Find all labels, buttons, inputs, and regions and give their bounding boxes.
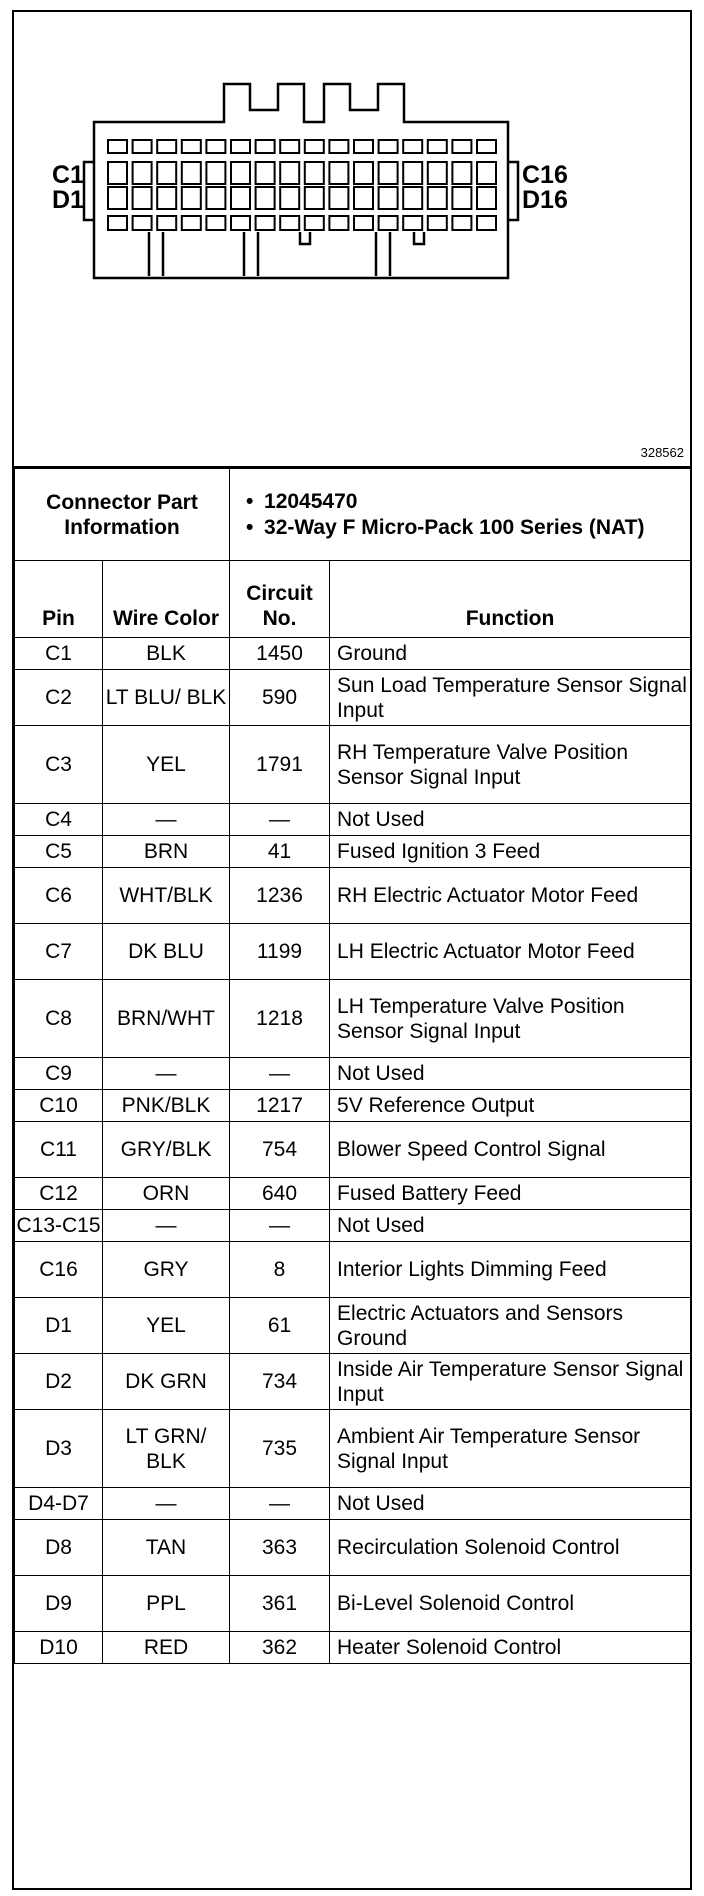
wire-color-cell: DK GRN [103,1354,230,1410]
table-row [15,1576,691,1632]
function-cell: Interior Lights Dimming Feed [330,1242,691,1298]
circuit-cell: 363 [230,1520,330,1576]
table-row [15,638,691,670]
wire-color-cell: GRY/BLK [103,1122,230,1178]
pin-cell: D9 [15,1576,103,1632]
wire-color-cell: BRN/WHT [103,980,230,1058]
circuit-cell: — [230,1488,330,1520]
figure-id: 328562 [640,445,684,460]
wire-color-cell: LT GRN/ BLK [103,1410,230,1488]
table-row [15,924,691,980]
column-function: Function [330,561,691,638]
wire-color-cell: — [103,1210,230,1242]
table-row [15,836,691,868]
function-cell: Not Used [330,1210,691,1242]
circuit-cell: 362 [230,1632,330,1664]
function-cell: Bi-Level Solenoid Control [330,1576,691,1632]
connector-series: • 32-Way F Micro-Pack 100 Series (NAT) [264,515,690,541]
table-row [15,1122,691,1178]
circuit-cell: — [230,1058,330,1090]
function-cell: Electric Actuators and Sensors Ground [330,1298,691,1354]
pin-cell: C9 [15,1058,103,1090]
function-cell: Blower Speed Control Signal [330,1122,691,1178]
table-row [15,980,691,1058]
circuit-cell: 1199 [230,924,330,980]
circuit-cell: 361 [230,1576,330,1632]
pin-cell: C12 [15,1178,103,1210]
circuit-cell: 734 [230,1354,330,1410]
pin-cell: D3 [15,1410,103,1488]
function-cell: LH Temperature Valve Position Sensor Signal Input [330,980,691,1058]
table-row [15,1410,691,1488]
circuit-cell: 1217 [230,1090,330,1122]
wire-color-cell: — [103,804,230,836]
function-cell: LH Electric Actuator Motor Feed [330,924,691,980]
pin-cell: C5 [15,836,103,868]
wire-color-cell: PNK/BLK [103,1090,230,1122]
pin-cell: C2 [15,670,103,726]
label-d1: D1 [52,186,84,214]
wire-color-cell: — [103,1488,230,1520]
table-row [15,804,691,836]
table-row [15,1354,691,1410]
wire-color-cell: LT BLU/ BLK [103,670,230,726]
pin-cell: C16 [15,1242,103,1298]
circuit-cell: 1450 [230,638,330,670]
wire-color-cell: GRY [103,1242,230,1298]
connector-drawing [14,12,690,468]
wire-color-cell: YEL [103,1298,230,1354]
pin-cell: C6 [15,868,103,924]
pin-cell: C11 [15,1122,103,1178]
circuit-cell: 41 [230,836,330,868]
pin-cell: D1 [15,1298,103,1354]
table-row [15,868,691,924]
table-body [15,638,691,1664]
pin-cell: C4 [15,804,103,836]
wire-color-cell: ORN [103,1178,230,1210]
function-cell: Not Used [330,1058,691,1090]
connector-info-row [15,469,691,561]
pin-cell: D8 [15,1520,103,1576]
table-row [15,726,691,804]
connector-sheet [12,10,692,1890]
function-cell: Ground [330,638,691,670]
connector-diagram [14,12,690,468]
table-row [15,1488,691,1520]
pin-cell: D4-D7 [15,1488,103,1520]
function-cell: Not Used [330,804,691,836]
wire-color-cell: RED [103,1632,230,1664]
function-cell: Recirculation Solenoid Control [330,1520,691,1576]
circuit-cell: 590 [230,670,330,726]
pin-cell: C1 [15,638,103,670]
connector-info-heading: Connector Part Information [15,469,230,561]
label-c16: C16 [522,161,568,189]
table-row [15,1178,691,1210]
pin-cell: C3 [15,726,103,804]
label-d16: D16 [522,186,568,214]
column-circuit: Circuit No. [230,561,330,638]
table-row [15,1298,691,1354]
column-pin: Pin [15,561,103,638]
function-cell: Fused Ignition 3 Feed [330,836,691,868]
column-wire-color: Wire Color [103,561,230,638]
wire-color-cell: TAN [103,1520,230,1576]
function-cell: Fused Battery Feed [330,1178,691,1210]
function-cell: RH Electric Actuator Motor Feed [330,868,691,924]
wire-color-cell: DK BLU [103,924,230,980]
pin-cell: C8 [15,980,103,1058]
table-row [15,1632,691,1664]
function-cell: 5V Reference Output [330,1090,691,1122]
circuit-cell: 1218 [230,980,330,1058]
function-cell: Sun Load Temperature Sensor Signal Input [330,670,691,726]
circuit-cell: 1791 [230,726,330,804]
wire-color-cell: WHT/BLK [103,868,230,924]
wire-color-cell: BRN [103,836,230,868]
circuit-cell: 735 [230,1410,330,1488]
wire-color-cell: BLK [103,638,230,670]
wire-color-cell: — [103,1058,230,1090]
pinout-table [14,468,691,1664]
function-cell: RH Temperature Valve Position Sensor Signal Input [330,726,691,804]
pin-cell: C7 [15,924,103,980]
circuit-cell: 8 [230,1242,330,1298]
function-cell: Heater Solenoid Control [330,1632,691,1664]
wire-color-cell: PPL [103,1576,230,1632]
pin-cell: D2 [15,1354,103,1410]
table-row [15,1242,691,1298]
circuit-cell: — [230,1210,330,1242]
pin-cell: C13-C15 [15,1210,103,1242]
circuit-cell: — [230,804,330,836]
pin-cell: D10 [15,1632,103,1664]
connector-info-list [230,469,691,561]
function-cell: Inside Air Temperature Sensor Signal Input [330,1354,691,1410]
circuit-cell: 754 [230,1122,330,1178]
table-row [15,1058,691,1090]
connector-part-number: • 12045470 [264,489,690,515]
circuit-cell: 61 [230,1298,330,1354]
function-cell: Ambient Air Temperature Sensor Signal Input [330,1410,691,1488]
circuit-cell: 1236 [230,868,330,924]
table-row [15,670,691,726]
function-cell: Not Used [330,1488,691,1520]
table-row [15,1090,691,1122]
pin-cell: C10 [15,1090,103,1122]
wire-color-cell: YEL [103,726,230,804]
table-row [15,1210,691,1242]
column-header-row [15,561,691,638]
table-row [15,1520,691,1576]
circuit-cell: 640 [230,1178,330,1210]
label-c1: C1 [52,161,84,189]
